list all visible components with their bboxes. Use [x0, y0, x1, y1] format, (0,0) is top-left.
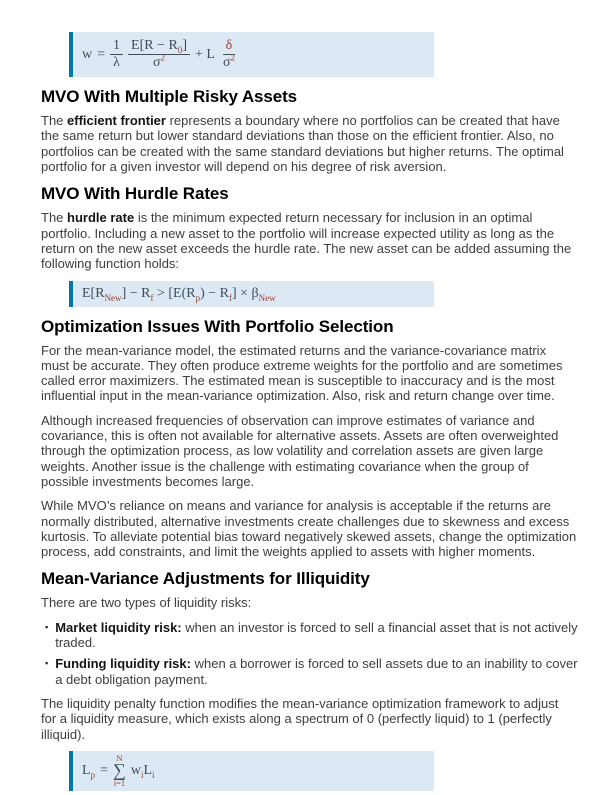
paragraph-hurdle-rate: The hurdle rate is the minimum expected return necessary for inclusion in an optimal portfolio. Including a new asset to the portfolio will increase expected utility as long as the return on the new asset exceeds the hurdle rate. The new asset can be added assuming the following function holds:	[41, 210, 572, 272]
equals-sign: =	[97, 46, 106, 62]
term-market-liquidity-risk: Market liquidity risk:	[55, 619, 182, 635]
term-funding-liquidity-risk: Funding liquidity risk:	[55, 656, 191, 672]
heading-optimization-issues: Optimization Issues With Portfolio Selection	[41, 316, 394, 336]
paragraph-efficient-frontier: The efficient frontier represents a boundary where no portfolios can be created that have the same return but lower standard deviations than those on the efficient frontier. Also, no portfolios can be created with the same standard deviations but higher returns. The optimal portfolio for a given investor will depend on his degree of risk aversion.	[41, 113, 564, 175]
plus-L-term: + L	[195, 46, 215, 62]
paragraph-skewness-kurtosis: While MVO’s reliance on means and variance for analysis is acceptable if the returns are normally distributed, alternative investments create challenges due to skewness and excess kurtosis. To alleviate potential bias toward negatively skewed assets, change the optimization process, add constraints, and limit the weights applied to assets with higher moments.	[41, 498, 577, 560]
term-hurdle-rate: hurdle rate	[67, 210, 135, 226]
formula-portfolio-liquidity: $L_p$ = N ∑ i=1 $w_iL_i$	[82, 752, 155, 789]
formula-hurdle-condition: $E[R_{New}] - R_f > [E(R_p) - R_f] \times \beta_{New}$	[82, 285, 276, 303]
fraction-delta-over-variance: $\frac{\delta}{\sigma^2}$	[222, 38, 235, 71]
liquidity-risk-list	[41, 620, 577, 687]
heading-mvo-multiple-risky-assets: MVO With Multiple Risky Assets	[41, 87, 297, 107]
formula-box-hurdle-condition	[69, 281, 434, 307]
formula-optimal-weight	[82, 38, 434, 71]
formula-box-portfolio-liquidity	[69, 751, 434, 791]
formula-box-optimal-weight	[69, 32, 434, 77]
paragraph-observation-frequency: Although increased frequencies of observation can improve estimates of variance and covariance, this is often not available for alternative assets. Assets are often overweighted through the optimization process, as low volatility and correlation assets are given large weights. Another issue is the challenge with estimating covariance when the group of possible investments becomes large.	[41, 412, 559, 489]
fraction-one-over-lambda: $\frac{1}{\lambda}$	[110, 38, 123, 71]
term-efficient-frontier: efficient frontier	[67, 113, 166, 129]
paragraph-liquidity-penalty: The liquidity penalty function modifies the mean-variance optimization framework to adjust for a liquidity measure, which exists along a spectrum of 0 (perfectly liquid) to 1 (perfectly illiquid).	[41, 695, 559, 742]
list-item-funding-liquidity-risk: ▪ Funding liquidity risk: when a borrower is forced to sell assets due to an inability to cover a debt obligation payment.	[45, 656, 578, 687]
equals-sign: =	[100, 762, 108, 778]
list-item-market-liquidity-risk: ▪ Market liquidity risk: when an investor is forced to sell a financial asset that is not actively traded.	[45, 619, 578, 651]
heading-mvo-hurdle-rates: MVO With Hurdle Rates	[41, 184, 229, 204]
paragraph-liquidity-risk-intro: There are two types of liquidity risks:	[41, 595, 252, 611]
bullet-icon: ▪	[45, 621, 49, 632]
fraction-excess-return-over-variance: $\frac{E[R - R_0]}{\sigma^2}$	[128, 38, 190, 71]
summation-symbol: N ∑ i=1	[112, 752, 126, 789]
bullet-icon: ▪	[45, 658, 49, 669]
paragraph-estimation-accuracy: For the mean-variance model, the estimated returns and the variance-covariance matrix must be accurate. They often produce extreme weights for the portfolio and are sometimes called error maximizers. The estimated mean is susceptible to inaccuracy and is the most influential input in the mean-variance optimization. Also, risk and return change over time.	[41, 342, 563, 404]
heading-illiquidity-adjustments: Mean-Variance Adjustments for Illiquidity	[41, 569, 370, 589]
formula-lhs: w	[82, 46, 93, 62]
